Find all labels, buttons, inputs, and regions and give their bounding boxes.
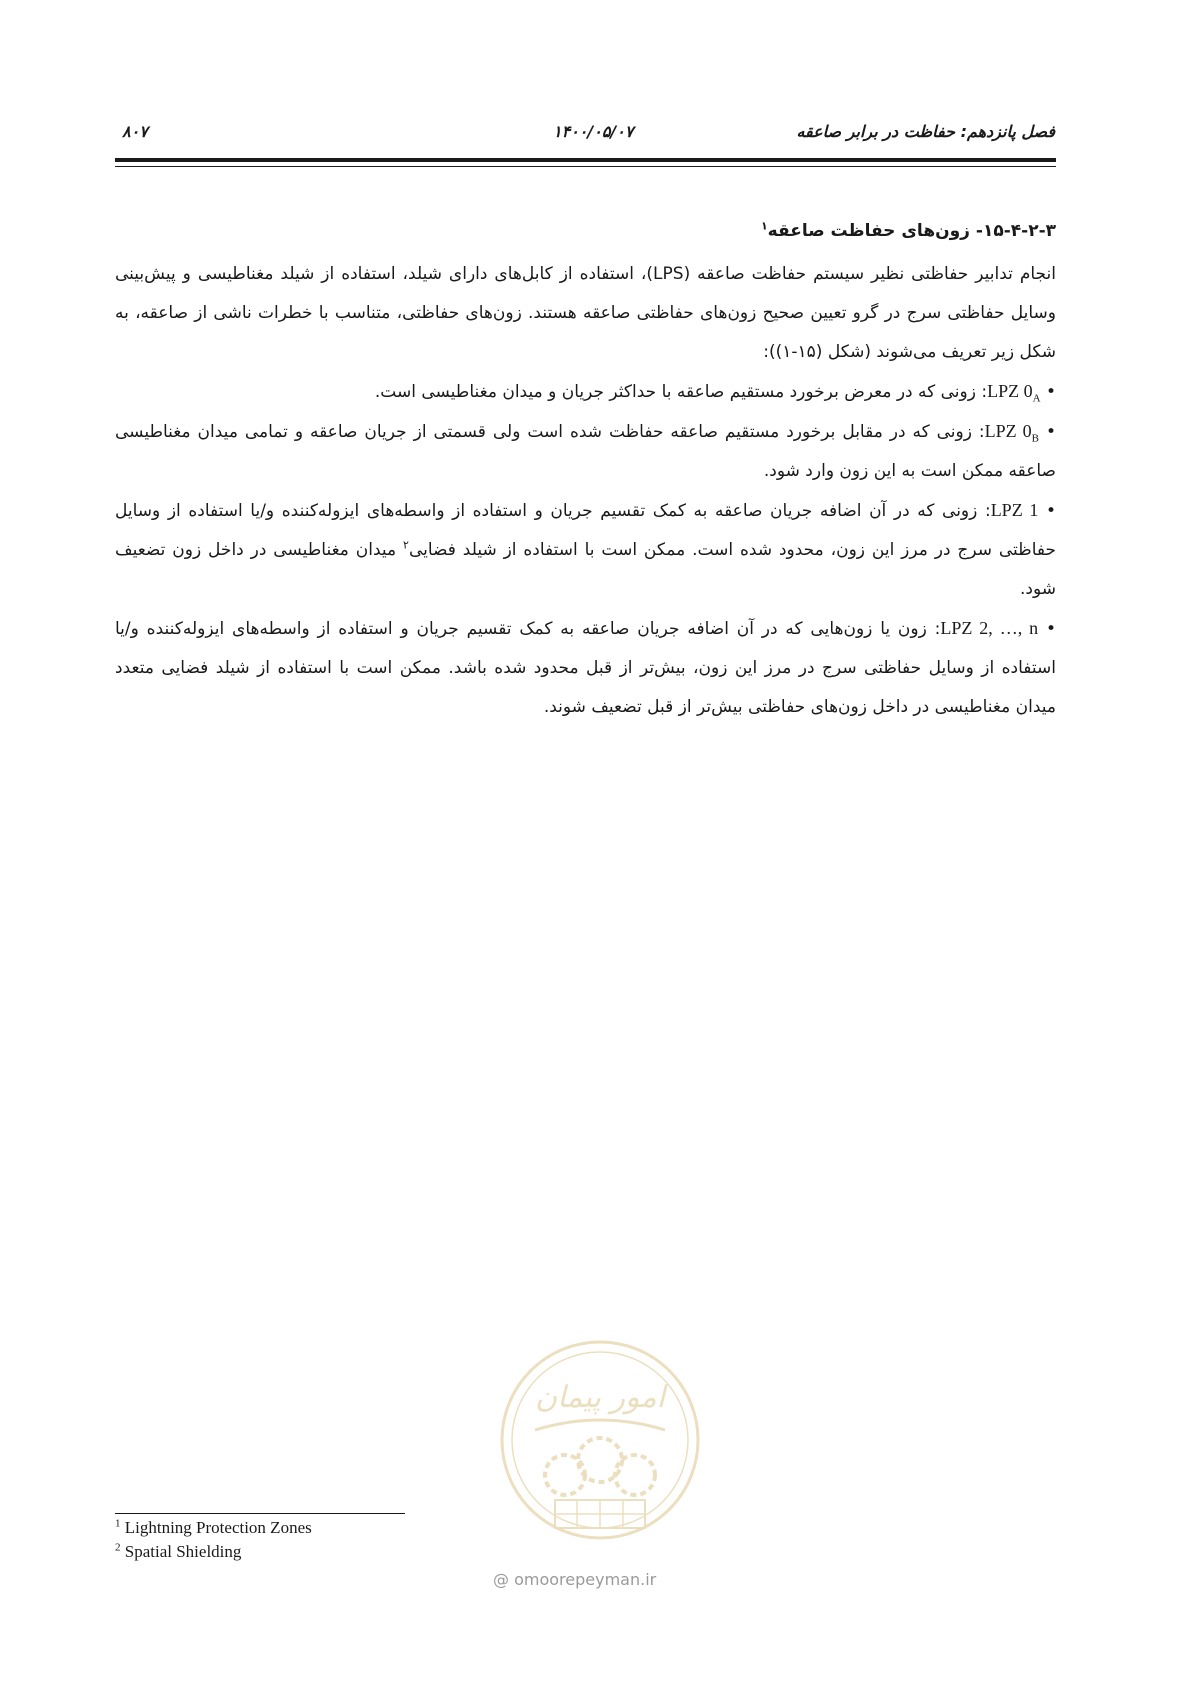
bullet-lpz-2-n: • LPZ 2, …, n: زون یا زون‌هایی که در آن اضافه جریان صاعقه به کمک تقسیم جریان و استفاده از واسطه‌های ایزوله‌کننده و/یا استفاده از وسایل حفاظتی سرج در مرز این زون، بیش‌تر از قبل محدود شده باشد. ممکن است با استفاده از شیلد فضایی متعدد میدان مغناطیسی در داخل زون‌های حفاظتی بیش‌تر از قبل تضعیف شوند. — [115, 618, 1057, 717]
footnote-mark-1[interactable]: ۱ — [760, 219, 768, 233]
bullet-text-after: میدان مغناطیسی در داخل زون تضعیف شود. — [115, 540, 1056, 599]
watermark-logo — [495, 1335, 705, 1565]
bullet-label — [987, 381, 1041, 405]
bullet-label: LPZ 2, …, n — [940, 618, 1039, 638]
bullet-text: : زون یا زون‌هایی که در آن اضافه جریان صاعقه به کمک تقسیم جریان و استفاده از واسطه‌های ایزوله‌کننده و/یا استفاده از وسایل حفاظتی سرج در مرز این زون، بیش‌تر از قبل محدود شده باشد. ممکن است با استفاده از شیلد فضایی متعدد میدان مغناطیسی در داخل زون‌های حفاظتی بیش‌تر از قبل تضعیف شوند. — [115, 619, 1056, 717]
footnote-1-text: Lightning Protection Zones — [120, 1518, 312, 1537]
footnote-2 — [115, 1542, 241, 1562]
main-content — [115, 212, 1056, 727]
header-rule-thin — [115, 166, 1056, 167]
footnote-1 — [115, 1518, 312, 1538]
intro-paragraph: انجام تدابیر حفاظتی نظیر سیستم حفاظت صاعقه (LPS)، استفاده از کابل‌های دارای شیلد، استفاده از شیلد مغناطیسی و پیش‌بینی وسایل حفاظتی سرج در گرو تعیین صحیح زون‌های حفاظتی صاعقه هستند. زون‌های حفاظتی، متناسب با خطرات ناشی از صاعقه، به شکل زیر تعریف می‌شوند (شکل (۱۵-۱)): — [115, 264, 1056, 362]
bullet-lpz-1: • LPZ 1: زونی که در آن اضافه جریان صاعقه به کمک تقسیم جریان و استفاده از واسطه‌های ایزوله‌کننده و/یا استفاده از وسایل حفاظتی سرج در مرز این زون، محدود شده است. ممکن است با استفاده از شیلد فضایی$^۲$ میدان مغناطیسی در داخل زون تضعیف شود. — [115, 500, 1057, 599]
footnote-rule — [115, 1513, 405, 1514]
header-date: ۱۴۰۰/۰۵/۰۷ — [553, 122, 634, 141]
bullet-text: : زونی که در آن اضافه جریان صاعقه به کمک تقسیم جریان و استفاده از واسطه‌های ایزوله‌کننده و/یا استفاده از وسایل حفاظتی سرج در مرز این زون، محدود شده است. ممکن است با استفاده از شیلد فضایی — [115, 501, 1056, 560]
watermark-logo-text: امور پیمان — [535, 1380, 665, 1415]
chapter-title: فصل پانزدهم: حفاظت در برابر صاعقه — [796, 122, 1055, 141]
watermark-url-text: omoorepeyman.ir — [514, 1570, 657, 1589]
footnote-2-mark: 2 — [115, 1541, 121, 1554]
bullet-lpz-0a: • LPZ $0_A$: زونی که در معرض برخورد مستقیم صاعقه با حداکثر جریان و میدان مغناطیسی است. — [374, 381, 1056, 405]
bullet-lpz-0b: • LPZ $0_B$: زونی که در مقابل برخورد مستقیم صاعقه حفاظت شده است ولی قسمتی از جریان صاعقه و تمامی میدان مغناطیسی صاعقه ممکن است به این زون وارد شود. — [115, 421, 1056, 481]
label-main: LPZ 0 — [984, 421, 1032, 441]
bullet-label: LPZ 1 — [990, 500, 1039, 520]
header-rule-thick — [115, 158, 1056, 162]
section-heading — [115, 212, 1056, 251]
footnote-mark-2[interactable]: ۲ — [403, 538, 409, 552]
label-sub: B — [1031, 432, 1040, 445]
footnote-1-mark: 1 — [115, 1517, 121, 1530]
bullet-text: : زونی که در مقابل برخورد مستقیم صاعقه حفاظت شده است ولی قسمتی از جریان صاعقه و تمامی میدان مغناطیسی صاعقه ممکن است به این زون وارد شود. — [115, 422, 1056, 481]
watermark-url: @ omoorepeyman.ir — [493, 1570, 657, 1589]
bullet-text: : زونی که در معرض برخورد مستقیم صاعقه با حداکثر جریان و میدان مغناطیسی است. — [374, 382, 988, 402]
footnote-2-text: Spatial Shielding — [120, 1542, 242, 1561]
bullet-label — [984, 421, 1040, 445]
page-number: ۸۰۷ — [122, 122, 148, 141]
section-heading-text: ۱۵-۴-۲-۳- زون‌های حفاظت صاعقه — [767, 221, 1056, 241]
label-main: LPZ 0 — [987, 381, 1033, 401]
label-sub: A — [1032, 392, 1041, 405]
